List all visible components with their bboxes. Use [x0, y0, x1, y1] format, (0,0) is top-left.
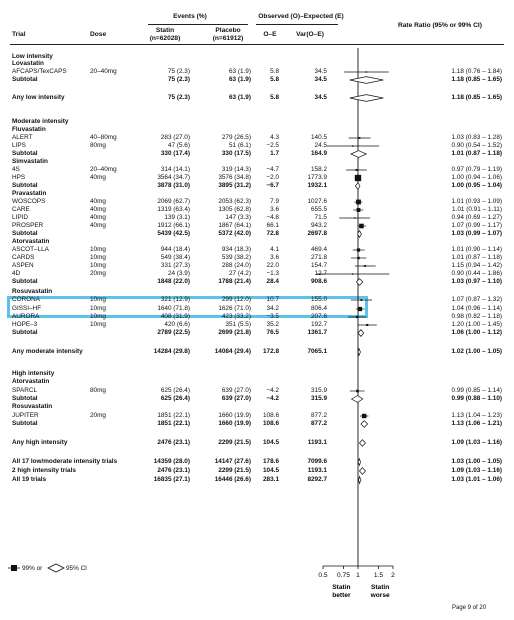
trial-name: Subtotal: [12, 150, 38, 157]
placebo-events-cell: 3895 (31.2): [218, 182, 251, 189]
rate-ratio-cell: 1.04 (0.96 – 1.14): [451, 305, 502, 312]
var-cell: 877.2: [311, 420, 327, 427]
statin-events-cell: 1912 (66.1): [157, 222, 190, 229]
estimate-box: [356, 200, 361, 205]
rate-ratio-cell: 1.09 (1.03 – 1.16): [451, 467, 502, 474]
oe-cell: −3.5: [266, 313, 279, 320]
rate-ratio-cell: 1.00 (0.95 – 1.04): [451, 182, 502, 189]
placebo-events-cell: 330 (17.5): [221, 150, 251, 157]
placebo-events-cell: 934 (18.3): [221, 246, 251, 253]
trial-name: HOPE–3: [12, 321, 38, 328]
statin-events-cell: 283 (27.0): [160, 134, 190, 141]
trial-name: Any low intensity: [12, 94, 65, 101]
estimate-box: [352, 273, 353, 274]
estimate-box: [354, 217, 355, 218]
trial-name: Rosuvastatin: [12, 288, 53, 295]
oe-cell: 3.6: [270, 206, 279, 213]
statin-events-cell: 2476 (23.1): [157, 439, 190, 446]
estimate-diamond: [355, 183, 360, 190]
statin-events-cell: 944 (18.4): [160, 246, 190, 253]
estimate-diamond: [358, 349, 360, 356]
trial-name: Fluvastatin: [12, 126, 46, 133]
x-tick-label: 0.5: [318, 572, 328, 579]
oe-cell: −4.8: [266, 214, 279, 221]
var-cell: 943.2: [311, 222, 327, 229]
var-cell: 271.8: [311, 254, 327, 261]
var-cell: 655.5: [311, 206, 327, 213]
statin-events-cell: 625 (26.4): [160, 395, 190, 402]
oe-cell: 34.2: [266, 305, 279, 312]
estimate-box: [364, 265, 366, 267]
rate-ratio-cell: 0.98 (0.82 – 1.18): [451, 313, 502, 320]
dose-cell: 20mg: [90, 412, 106, 419]
trial-name: GISSI–HF: [12, 305, 42, 312]
oe-cell: 22.0: [266, 262, 279, 269]
placebo-events-cell: 1626 (71.0): [218, 305, 251, 312]
estimate-box: [356, 390, 359, 393]
var-cell: 1027.6: [307, 198, 327, 205]
rate-ratio-cell: 1.07 (0.99 – 1.17): [451, 222, 502, 229]
var-cell: 7099.6: [307, 458, 327, 465]
statin-events-cell: 14359 (28.0): [153, 458, 190, 465]
statin-events-cell: 1848 (22.0): [157, 278, 190, 285]
legend-box-label: 99% or: [22, 565, 43, 572]
estimate-diamond: [350, 77, 383, 84]
var-cell: 71.5: [314, 214, 327, 221]
placebo-events-cell: 16446 (26.6): [214, 476, 251, 483]
statin-events-cell: 2789 (22.5): [157, 329, 190, 336]
statin-events-cell: 2476 (23.1): [157, 467, 190, 474]
rate-ratio-cell: 0.90 (0.44 – 1.86): [451, 270, 502, 277]
oe-cell: 10.7: [266, 296, 279, 303]
rate-ratio-cell: 1.01 (0.93 – 1.09): [451, 198, 502, 205]
placebo-n-header: (n=61912): [212, 35, 244, 42]
rate-ratio-cell: 1.02 (1.00 – 1.05): [451, 348, 502, 355]
placebo-events-cell: 2699 (21.8): [218, 329, 251, 336]
statin-events-cell: 330 (17.4): [160, 150, 190, 157]
statin-events-cell: 14284 (29.8): [153, 348, 190, 355]
estimate-box: [352, 145, 353, 146]
oe-cell: 66.1: [266, 222, 279, 229]
var-cell: 155.0: [311, 296, 327, 303]
dose-cell: 10mg: [90, 305, 106, 312]
x-direction-label: worse: [370, 592, 390, 599]
estimate-diamond: [359, 440, 365, 447]
trial-name: Subtotal: [12, 76, 38, 83]
estimate-box: [366, 324, 368, 326]
dose-cell: 10mg: [90, 254, 106, 261]
rate-ratio-cell: 0.99 (0.88 – 1.10): [451, 395, 502, 402]
placebo-events-cell: 639 (27.0): [221, 387, 251, 394]
dose-cell: 40mg: [90, 214, 106, 221]
statin-header: Statin: [155, 27, 175, 34]
rate-ratio-cell: 1.01 (0.91 – 1.11): [452, 206, 502, 213]
rate-ratio-cell: 1.20 (1.00 – 1.45): [451, 321, 502, 328]
x-tick-label: 1.5: [373, 572, 384, 579]
rate-ratio-cell: 1.01 (0.87 – 1.18): [451, 254, 502, 261]
dose-cell: 10mg: [90, 296, 106, 303]
estimate-box: [357, 257, 359, 259]
var-cell: 1361.7: [307, 329, 327, 336]
oe-cell: −2.0: [266, 174, 279, 181]
dose-cell: 40mg: [90, 198, 106, 205]
statin-events-cell: 3878 (31.0): [157, 182, 190, 189]
trial-name: SPARCL: [12, 387, 38, 394]
rate-ratio-cell: 1.03 (0.83 – 1.28): [451, 134, 502, 141]
oe-cell: 108.6: [263, 420, 279, 427]
trial-name: CARE: [12, 206, 30, 213]
rate-ratio-cell: 1.06 (1.00 – 1.12): [451, 329, 502, 336]
trial-name: Any high intensity: [12, 439, 68, 446]
statin-events-cell: 420 (6.6): [164, 321, 190, 328]
statin-events-cell: 16835 (27.1): [153, 476, 190, 483]
oe-cell: 104.5: [263, 467, 279, 474]
var-cell: 140.5: [311, 134, 327, 141]
placebo-events-cell: 2299 (21.5): [218, 467, 251, 474]
oe-cell: 7.9: [270, 198, 279, 205]
var-cell: 24.5: [314, 142, 327, 149]
placebo-events-cell: 1660 (19.9): [218, 412, 251, 419]
dose-header: Dose: [90, 31, 107, 38]
trial-name: Subtotal: [12, 329, 38, 336]
oe-cell: 3.6: [270, 254, 279, 261]
oe-cell: 5.8: [270, 94, 279, 101]
statin-events-cell: 321 (12.9): [160, 296, 190, 303]
rate-ratio-cell: 0.97 (0.79 – 1.19): [451, 166, 502, 173]
rate-ratio-header: Rate Ratio (95% or 99% CI): [398, 22, 482, 29]
placebo-events-cell: 1305 (62.8): [218, 206, 251, 213]
dose-cell: 10mg: [90, 321, 106, 328]
trial-name: HPS: [12, 174, 26, 181]
placebo-events-cell: 2299 (21.5): [218, 439, 251, 446]
dose-cell: 40–80mg: [90, 134, 117, 141]
statin-events-cell: 625 (26.4): [160, 387, 190, 394]
placebo-events-cell: 51 (6.1): [228, 142, 251, 149]
legend-diamond-marker: [48, 564, 64, 572]
trial-name: AFCAPS/TexCAPS: [12, 68, 67, 75]
trial-name: Atorvastatin: [12, 378, 50, 385]
oe-cell: 4.1: [270, 246, 279, 253]
oe-cell: 28.4: [266, 278, 279, 285]
trial-name: WOSCOPS: [12, 198, 46, 205]
x-tick-label: 1: [356, 572, 360, 579]
var-cell: 34.5: [314, 68, 327, 75]
statin-events-cell: 2069 (62.7): [157, 198, 190, 205]
estimate-diamond: [358, 330, 364, 337]
rate-ratio-cell: 1.18 (0.76 – 1.84): [451, 68, 502, 75]
statin-events-cell: 24 (3.9): [167, 270, 190, 277]
placebo-events-cell: 147 (3.3): [225, 214, 251, 221]
estimate-diamond: [361, 421, 368, 428]
trial-name: JUPITER: [12, 412, 39, 419]
trial-header: Trial: [12, 31, 26, 38]
oe-cell: 35.2: [266, 321, 279, 328]
trial-name: Subtotal: [12, 230, 38, 237]
dose-cell: 40mg: [90, 174, 106, 181]
oe-cell: 4.3: [270, 134, 279, 141]
estimate-diamond: [350, 95, 383, 102]
trial-name: PROSPER: [12, 222, 44, 229]
placebo-events-cell: 351 (5.5): [225, 321, 251, 328]
placebo-events-cell: 14084 (29.4): [214, 348, 251, 355]
dose-cell: 10mg: [90, 246, 106, 253]
rate-ratio-cell: 0.94 (0.69 – 1.27): [451, 214, 502, 221]
trial-name: Pravastatin: [12, 190, 47, 197]
rate-ratio-cell: 1.03 (0.99 – 1.07): [451, 230, 502, 237]
estimate-diamond: [351, 151, 366, 158]
rate-ratio-cell: 1.07 (0.87 – 1.32): [451, 296, 502, 303]
trial-name: CARDS: [12, 254, 35, 261]
trial-name: Subtotal: [12, 395, 38, 402]
rate-ratio-cell: 1.13 (1.04 – 1.23): [451, 412, 502, 419]
estimate-box: [358, 307, 362, 311]
placebo-header: Placebo: [215, 27, 241, 34]
var-cell: 2697.8: [307, 230, 327, 237]
oe-cell: 172.8: [263, 348, 279, 355]
estimate-diamond: [352, 396, 363, 403]
placebo-events-cell: 539 (38.2): [221, 254, 251, 261]
rate-ratio-cell: 1.18 (0.85 – 1.65): [451, 94, 502, 101]
var-cell: 207.6: [311, 313, 327, 320]
var-cell: 1193.1: [307, 467, 327, 474]
oe-cell: 76.5: [266, 329, 279, 336]
placebo-events-cell: 63 (1.9): [228, 76, 251, 83]
rate-ratio-cell: 1.15 (0.94 – 1.42): [451, 262, 502, 269]
placebo-events-cell: 1867 (64.1): [218, 222, 251, 229]
trial-name: Subtotal: [12, 420, 38, 427]
estimate-box: [359, 137, 361, 139]
oe-header: O–E: [263, 31, 277, 38]
trial-name: ALERT: [12, 134, 33, 141]
oe-cell: 1.7: [270, 150, 279, 157]
statin-events-cell: 1319 (63.4): [157, 206, 190, 213]
placebo-events-cell: 1660 (19.9): [218, 420, 251, 427]
estimate-box: [356, 316, 358, 318]
estimate-box: [355, 175, 361, 181]
placebo-events-cell: 5372 (42.0): [218, 230, 251, 237]
var-cell: 1932.1: [307, 182, 327, 189]
statin-events-cell: 47 (5.6): [167, 142, 190, 149]
x-direction-label: better: [332, 592, 351, 599]
statin-events-cell: 75 (2.3): [167, 94, 190, 101]
var-cell: 158.2: [311, 166, 327, 173]
placebo-events-cell: 14147 (27.6): [214, 458, 251, 465]
rate-ratio-cell: 1.03 (0.97 – 1.10): [451, 278, 502, 285]
trial-name: ASPEN: [12, 262, 34, 269]
estimate-box: [356, 169, 358, 171]
estimate-diamond: [356, 279, 362, 286]
placebo-events-cell: 1788 (21.4): [218, 278, 251, 285]
rate-ratio-cell: 1.13 (1.06 – 1.21): [451, 420, 502, 427]
x-direction-label: Statin: [332, 584, 351, 591]
rate-ratio-cell: 1.03 (1.00 – 1.05): [451, 458, 502, 465]
var-cell: 806.4: [311, 305, 327, 312]
trial-name: All 19 trials: [12, 476, 47, 483]
estimate-diamond: [359, 477, 361, 484]
oe-cell: 72.8: [266, 230, 279, 237]
trial-name: Atorvastatin: [12, 238, 50, 245]
rate-ratio-cell: 0.90 (0.54 – 1.52): [451, 142, 502, 149]
statin-events-cell: 139 (3.1): [164, 214, 190, 221]
trial-name: LIPS: [12, 142, 26, 149]
statin-events-cell: 314 (14.1): [160, 166, 190, 173]
oe-cell: −4.7: [266, 166, 279, 173]
oe-cell: 108.6: [263, 412, 279, 419]
dose-cell: 10mg: [90, 313, 106, 320]
oe-cell: 178.6: [263, 458, 279, 465]
placebo-events-cell: 279 (26.5): [221, 134, 251, 141]
statin-n-header: (n=62028): [149, 35, 181, 42]
dose-cell: 10mg: [90, 262, 106, 269]
trial-name: Simvastatin: [12, 158, 48, 165]
var-cell: 877.2: [311, 412, 327, 419]
var-header: Var(O–E): [296, 31, 324, 38]
dose-cell: 20–40mg: [90, 166, 117, 173]
trial-name: 2 high intensity trials: [12, 467, 76, 474]
var-cell: 7065.1: [307, 348, 327, 355]
oe-cell: 104.5: [263, 439, 279, 446]
var-cell: 154.7: [311, 262, 327, 269]
trial-name: LIPID: [12, 214, 28, 221]
var-cell: 469.4: [311, 246, 327, 253]
rate-ratio-cell: 1.01 (0.87 – 1.18): [451, 150, 502, 157]
statin-events-cell: 1640 (71.8): [157, 305, 190, 312]
estimate-box: [360, 299, 362, 301]
var-cell: 8292.7: [307, 476, 327, 483]
placebo-events-cell: 299 (12.0): [221, 296, 251, 303]
trial-name: ASCOT–LLA: [12, 246, 49, 253]
statin-events-cell: 75 (2.3): [167, 68, 190, 75]
placebo-events-cell: 27 (4.2): [228, 270, 251, 277]
placebo-events-cell: 288 (24.0): [221, 262, 251, 269]
oe-group-header: Observed (O)–Expected (E): [258, 13, 344, 20]
statin-events-cell: 3564 (34.7): [157, 174, 190, 181]
rate-ratio-cell: 1.01 (0.90 – 1.14): [451, 246, 502, 253]
dose-cell: 80mg: [90, 142, 106, 149]
placebo-events-cell: 319 (14.3): [221, 166, 251, 173]
placebo-events-cell: 423 (33.2): [221, 313, 251, 320]
estimate-box: [359, 224, 364, 229]
estimate-box: [357, 248, 360, 251]
placebo-events-cell: 3576 (34.8): [218, 174, 251, 181]
var-cell: 315.9: [311, 395, 327, 402]
var-cell: 192.7: [311, 321, 327, 328]
trial-name: Subtotal: [12, 182, 38, 189]
trial-name: Rosuvastatin: [12, 403, 53, 410]
x-tick-label: 0.75: [337, 572, 350, 579]
statin-events-cell: 5439 (42.5): [157, 230, 190, 237]
oe-cell: 283.1: [263, 476, 279, 483]
placebo-events-cell: 63 (1.9): [228, 68, 251, 75]
placebo-events-cell: 63 (1.9): [228, 94, 251, 101]
legend-diamond-label: 95% CI: [66, 565, 87, 572]
rate-ratio-cell: 0.99 (0.85 – 1.14): [451, 387, 502, 394]
trial-name: Moderate intensity: [12, 118, 69, 125]
dose-cell: 40mg: [90, 206, 106, 213]
trial-name: AURORA: [12, 313, 40, 320]
page-number: Page 9 of 20: [452, 605, 487, 611]
oe-cell: 5.8: [270, 76, 279, 83]
trial-name: All 17 low/moderate intensity trials: [12, 458, 118, 465]
rate-ratio-cell: 1.18 (0.85 – 1.65): [451, 76, 502, 83]
var-cell: 12.7: [314, 270, 327, 277]
trial-name: 4S: [12, 166, 20, 173]
trial-name: CORONA: [12, 296, 41, 303]
var-cell: 1193.1: [307, 439, 327, 446]
oe-cell: −4.2: [266, 395, 279, 402]
var-cell: 164.9: [311, 150, 327, 157]
estimate-box: [366, 71, 367, 72]
trial-name: Lovastatin: [12, 60, 44, 67]
dose-cell: 40mg: [90, 222, 106, 229]
placebo-events-cell: 2053 (62.3): [218, 198, 251, 205]
oe-cell: −2.5: [266, 142, 279, 149]
rate-ratio-cell: 1.00 (0.94 – 1.06): [451, 174, 502, 181]
rate-ratio-cell: 1.09 (1.03 – 1.16): [451, 439, 502, 446]
trial-name: High intensity: [12, 370, 55, 377]
statin-events-cell: 331 (27.3): [160, 262, 190, 269]
events-group-header: Events (%): [173, 13, 207, 20]
oe-cell: −6.7: [266, 182, 279, 189]
trial-name: Subtotal: [12, 278, 38, 285]
statin-events-cell: 75 (2.3): [167, 76, 190, 83]
trial-name: Low intensity: [12, 53, 53, 60]
estimate-box: [362, 414, 366, 418]
rate-ratio-cell: 1.03 (1.01 – 1.06): [451, 476, 502, 483]
dose-cell: 20–40mg: [90, 68, 117, 75]
estimate-diamond: [359, 468, 365, 475]
dose-cell: 20mg: [90, 270, 106, 277]
oe-cell: 5.8: [270, 68, 279, 75]
trial-name: 4D: [12, 270, 21, 277]
estimate-box: [357, 208, 361, 212]
x-direction-label: Statin: [370, 584, 390, 591]
var-cell: 1773.9: [307, 174, 327, 181]
statin-events-cell: 549 (38.4): [160, 254, 190, 261]
trial-name: Any moderate intensity: [12, 348, 83, 355]
legend-box-marker: [11, 565, 17, 571]
oe-cell: −1.3: [266, 270, 279, 277]
placebo-events-cell: 639 (27.0): [221, 395, 251, 402]
oe-cell: −4.2: [266, 387, 279, 394]
dose-cell: 80mg: [90, 387, 106, 394]
var-cell: 34.5: [314, 76, 327, 83]
statin-events-cell: 1851 (22.1): [157, 412, 190, 419]
x-tick-label: 2: [391, 572, 395, 579]
statin-events-cell: 408 (31.9): [160, 313, 190, 320]
var-cell: 34.5: [314, 94, 327, 101]
statin-events-cell: 1851 (22.1): [157, 420, 190, 427]
var-cell: 315.9: [311, 387, 327, 394]
var-cell: 908.6: [311, 278, 327, 285]
